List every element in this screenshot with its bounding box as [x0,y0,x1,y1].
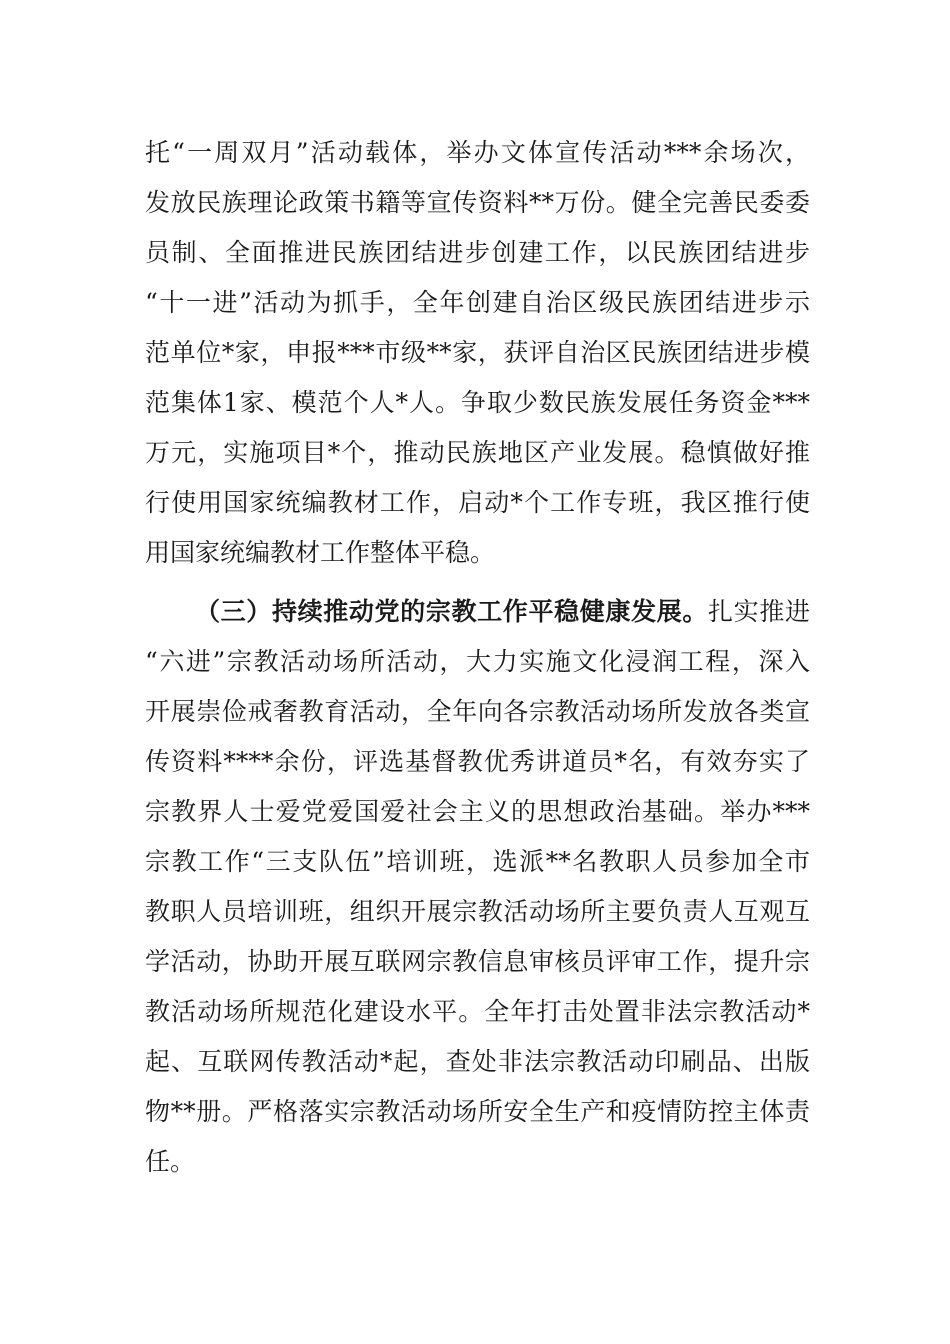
section-heading: （三）持续推动党的宗教工作平稳健康发展。 [195,597,709,626]
text-line: 范单位*家，申报***市级**家，获评自治区民族团结进步模 [145,338,810,367]
text-line: 宗教工作“三支队伍”培训班，选派**名教职人员参加全市 [145,847,810,876]
text-line: 用国家统编教材工作整体平稳。 [145,538,496,567]
paragraph-first-line [195,592,810,632]
text-line: 起、互联网传教活动*起，查处非法宗教活动印刷品、出版 [145,1047,810,1076]
text-line: 教活动场所规范化建设水平。全年打击处置非法宗教活动* [145,997,810,1026]
text-line: 物**册。严格落实宗教活动场所安全生产和疫情防控主体责 [145,1097,810,1126]
heading-continuation: 扎实推进 [708,597,810,626]
text-line: 开展崇俭戒奢教育活动，全年向各宗教活动场所发放各类宣 [145,697,810,726]
text-line: 托“一周双月”活动载体，举办文体宣传活动***余场次， [145,138,810,167]
text-line: “十一进”活动为抓手，全年创建自治区级民族团结进步示 [145,288,810,317]
text-line: “六进”宗教活动场所活动，大力实施文化浸润工程，深入 [145,647,810,676]
text-line: 员制、全面推进民族团结进步创建工作，以民族团结进步 [145,238,810,267]
text-line: 任。 [145,1147,196,1176]
text-line: 范集体1家、模范个人*人。争取少数民族发展任务资金*** [145,388,810,417]
text-line: 宗教界人士爱党爱国爱社会主义的思想政治基础。举办*** [145,797,810,826]
text-line: 教职人员培训班，组织开展宗教活动场所主要负责人互观互 [145,897,810,926]
text-line: 传资料****余份，评选基督教优秀讲道员*名，有效夯实了 [145,747,810,776]
text-line: 万元，实施项目*个，推动民族地区产业发展。稳慎做好推 [145,438,810,467]
text-line: 学活动，协助开展互联网宗教信息审核员评审工作，提升宗 [145,947,810,976]
text-line: 行使用国家统编教材工作，启动*个工作专班，我区推行使 [145,488,810,517]
text-line: 发放民族理论政策书籍等宣传资料**万份。健全完善民委委 [145,188,810,217]
